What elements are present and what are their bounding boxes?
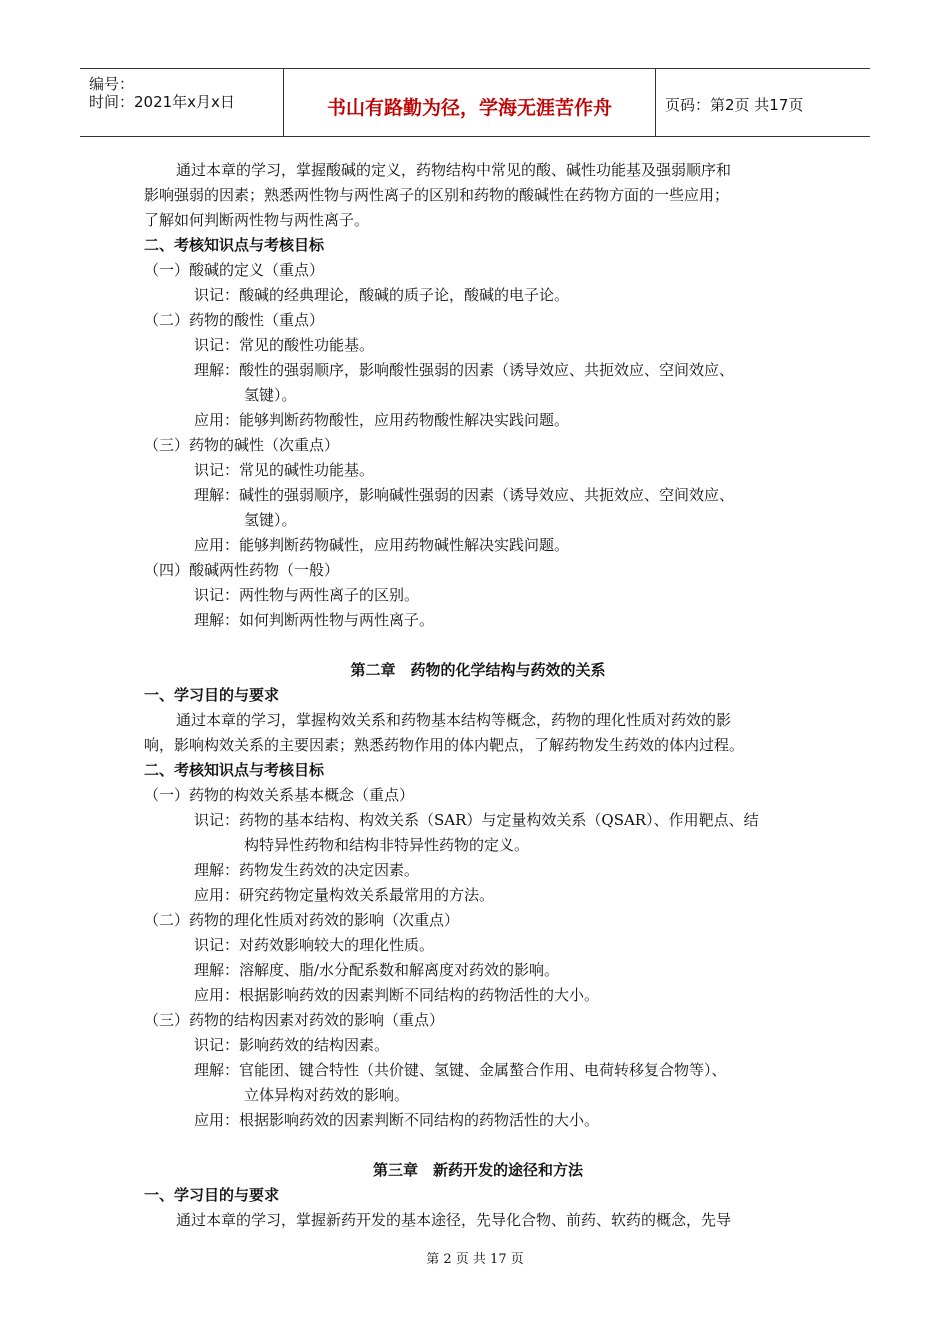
subsection-heading: （二）药物的酸性（重点） (144, 311, 325, 329)
list-item: 理解：如何判断两性物与两性离子。 (194, 611, 435, 629)
chapter-title: 第三章 新药开发的途径和方法 (372, 1161, 583, 1179)
chapter-title: 第二章 药物的化学结构与药效的关系 (350, 661, 606, 679)
subsection-heading: （一）药物的构效关系基本概念（重点） (144, 786, 415, 804)
time-label: 时间：2021年x月x日 (89, 93, 235, 111)
list-item: 识记：两性物与两性离子的区别。 (194, 586, 420, 604)
header-page-cell (656, 69, 870, 136)
motto-text: 书山有路勤为径，学海无涯苦作舟 (326, 97, 612, 119)
list-item: 理解：溶解度、脂/水分配系数和解离度对药效的影响。 (194, 961, 560, 979)
paragraph-line: 了解如何判断两性物与两性离子。 (144, 211, 370, 229)
section-heading: 一、学习目的与要求 (144, 1186, 280, 1204)
header-motto-cell (284, 69, 656, 136)
serial-label: 编号： (89, 75, 135, 93)
paragraph-line: 响，影响构效关系的主要因素；熟悉药物作用的体内靶点，了解药物发生药效的体内过程。 (144, 736, 745, 754)
list-item: 理解：碱性的强弱顺序，影响碱性强弱的因素（诱导效应、共扼效应、空间效应、 (194, 486, 735, 504)
list-item: 应用：根据影响药效的因素判断不同结构的药物活性的大小。 (194, 986, 600, 1004)
list-item: 理解：酸性的强弱顺序，影响酸性强弱的因素（诱导效应、共扼效应、空间效应、 (194, 361, 735, 379)
list-item: 识记：对药效影响较大的理化性质。 (194, 936, 435, 954)
subsection-heading: （三）药物的碱性（次重点） (144, 436, 340, 454)
paragraph-line: 通过本章的学习，掌握新药开发的基本途径，先导化合物、前药、软药的概念，先导 (176, 1211, 732, 1229)
list-item: 应用：能够判断药物酸性，应用药物酸性解决实践问题。 (194, 411, 570, 429)
page-number-label: 页码：第2页 共17页 (665, 96, 804, 114)
page-footer: 第 2 页 共 17 页 (426, 1252, 524, 1267)
section-heading: 二、考核知识点与考核目标 (144, 236, 325, 254)
list-item: 识记：酸碱的经典理论，酸碱的质子论，酸碱的电子论。 (194, 286, 570, 304)
list-item: 识记：药物的基本结构、构效关系（SAR）与定量构效关系（QSAR）、作用靶点、结 (194, 811, 759, 829)
list-item: 应用：能够判断药物碱性，应用药物碱性解决实践问题。 (194, 536, 570, 554)
section-heading: 一、学习目的与要求 (144, 686, 280, 704)
paragraph-line: 影响强弱的因素；熟悉两性物与两性离子的区别和药物的酸碱性在药物方面的一些应用； (144, 186, 730, 204)
list-item: 识记：影响药效的结构因素。 (194, 1036, 390, 1054)
subsection-heading: （三）药物的结构因素对药效的影响（重点） (144, 1011, 445, 1029)
list-item-continuation: 氢键）。 (244, 386, 297, 404)
list-item-continuation: 氢键）。 (244, 511, 297, 529)
list-item: 理解：药物发生药效的决定因素。 (194, 861, 420, 879)
paragraph-line: 通过本章的学习，掌握酸碱的定义，药物结构中常见的酸、碱性功能基及强弱顺序和 (176, 161, 732, 179)
list-item: 识记：常见的酸性功能基。 (194, 336, 375, 354)
list-item: 识记：常见的碱性功能基。 (194, 461, 375, 479)
list-item: 应用：根据影响药效的因素判断不同结构的药物活性的大小。 (194, 1111, 600, 1129)
subsection-heading: （二）药物的理化性质对药效的影响（次重点） (144, 911, 460, 929)
list-item: 应用：研究药物定量构效关系最常用的方法。 (194, 886, 495, 904)
list-item: 理解：官能团、键合特性（共价键、氢键、金属螯合作用、电荷转移复合物等）、 (194, 1061, 727, 1079)
paragraph-line: 通过本章的学习，掌握构效关系和药物基本结构等概念，药物的理化性质对药效的影 (176, 711, 732, 729)
list-item-continuation: 立体异构对药效的影响。 (244, 1086, 410, 1104)
subsection-heading: （一）酸碱的定义（重点） (144, 261, 325, 279)
section-heading: 二、考核知识点与考核目标 (144, 761, 325, 779)
header-info-cell (80, 69, 284, 136)
subsection-heading: （四）酸碱两性药物（一般） (144, 561, 340, 579)
document-body (144, 158, 812, 1233)
page-header (80, 68, 870, 137)
list-item-continuation: 构特异性药物和结构非特异性药物的定义。 (244, 836, 530, 854)
